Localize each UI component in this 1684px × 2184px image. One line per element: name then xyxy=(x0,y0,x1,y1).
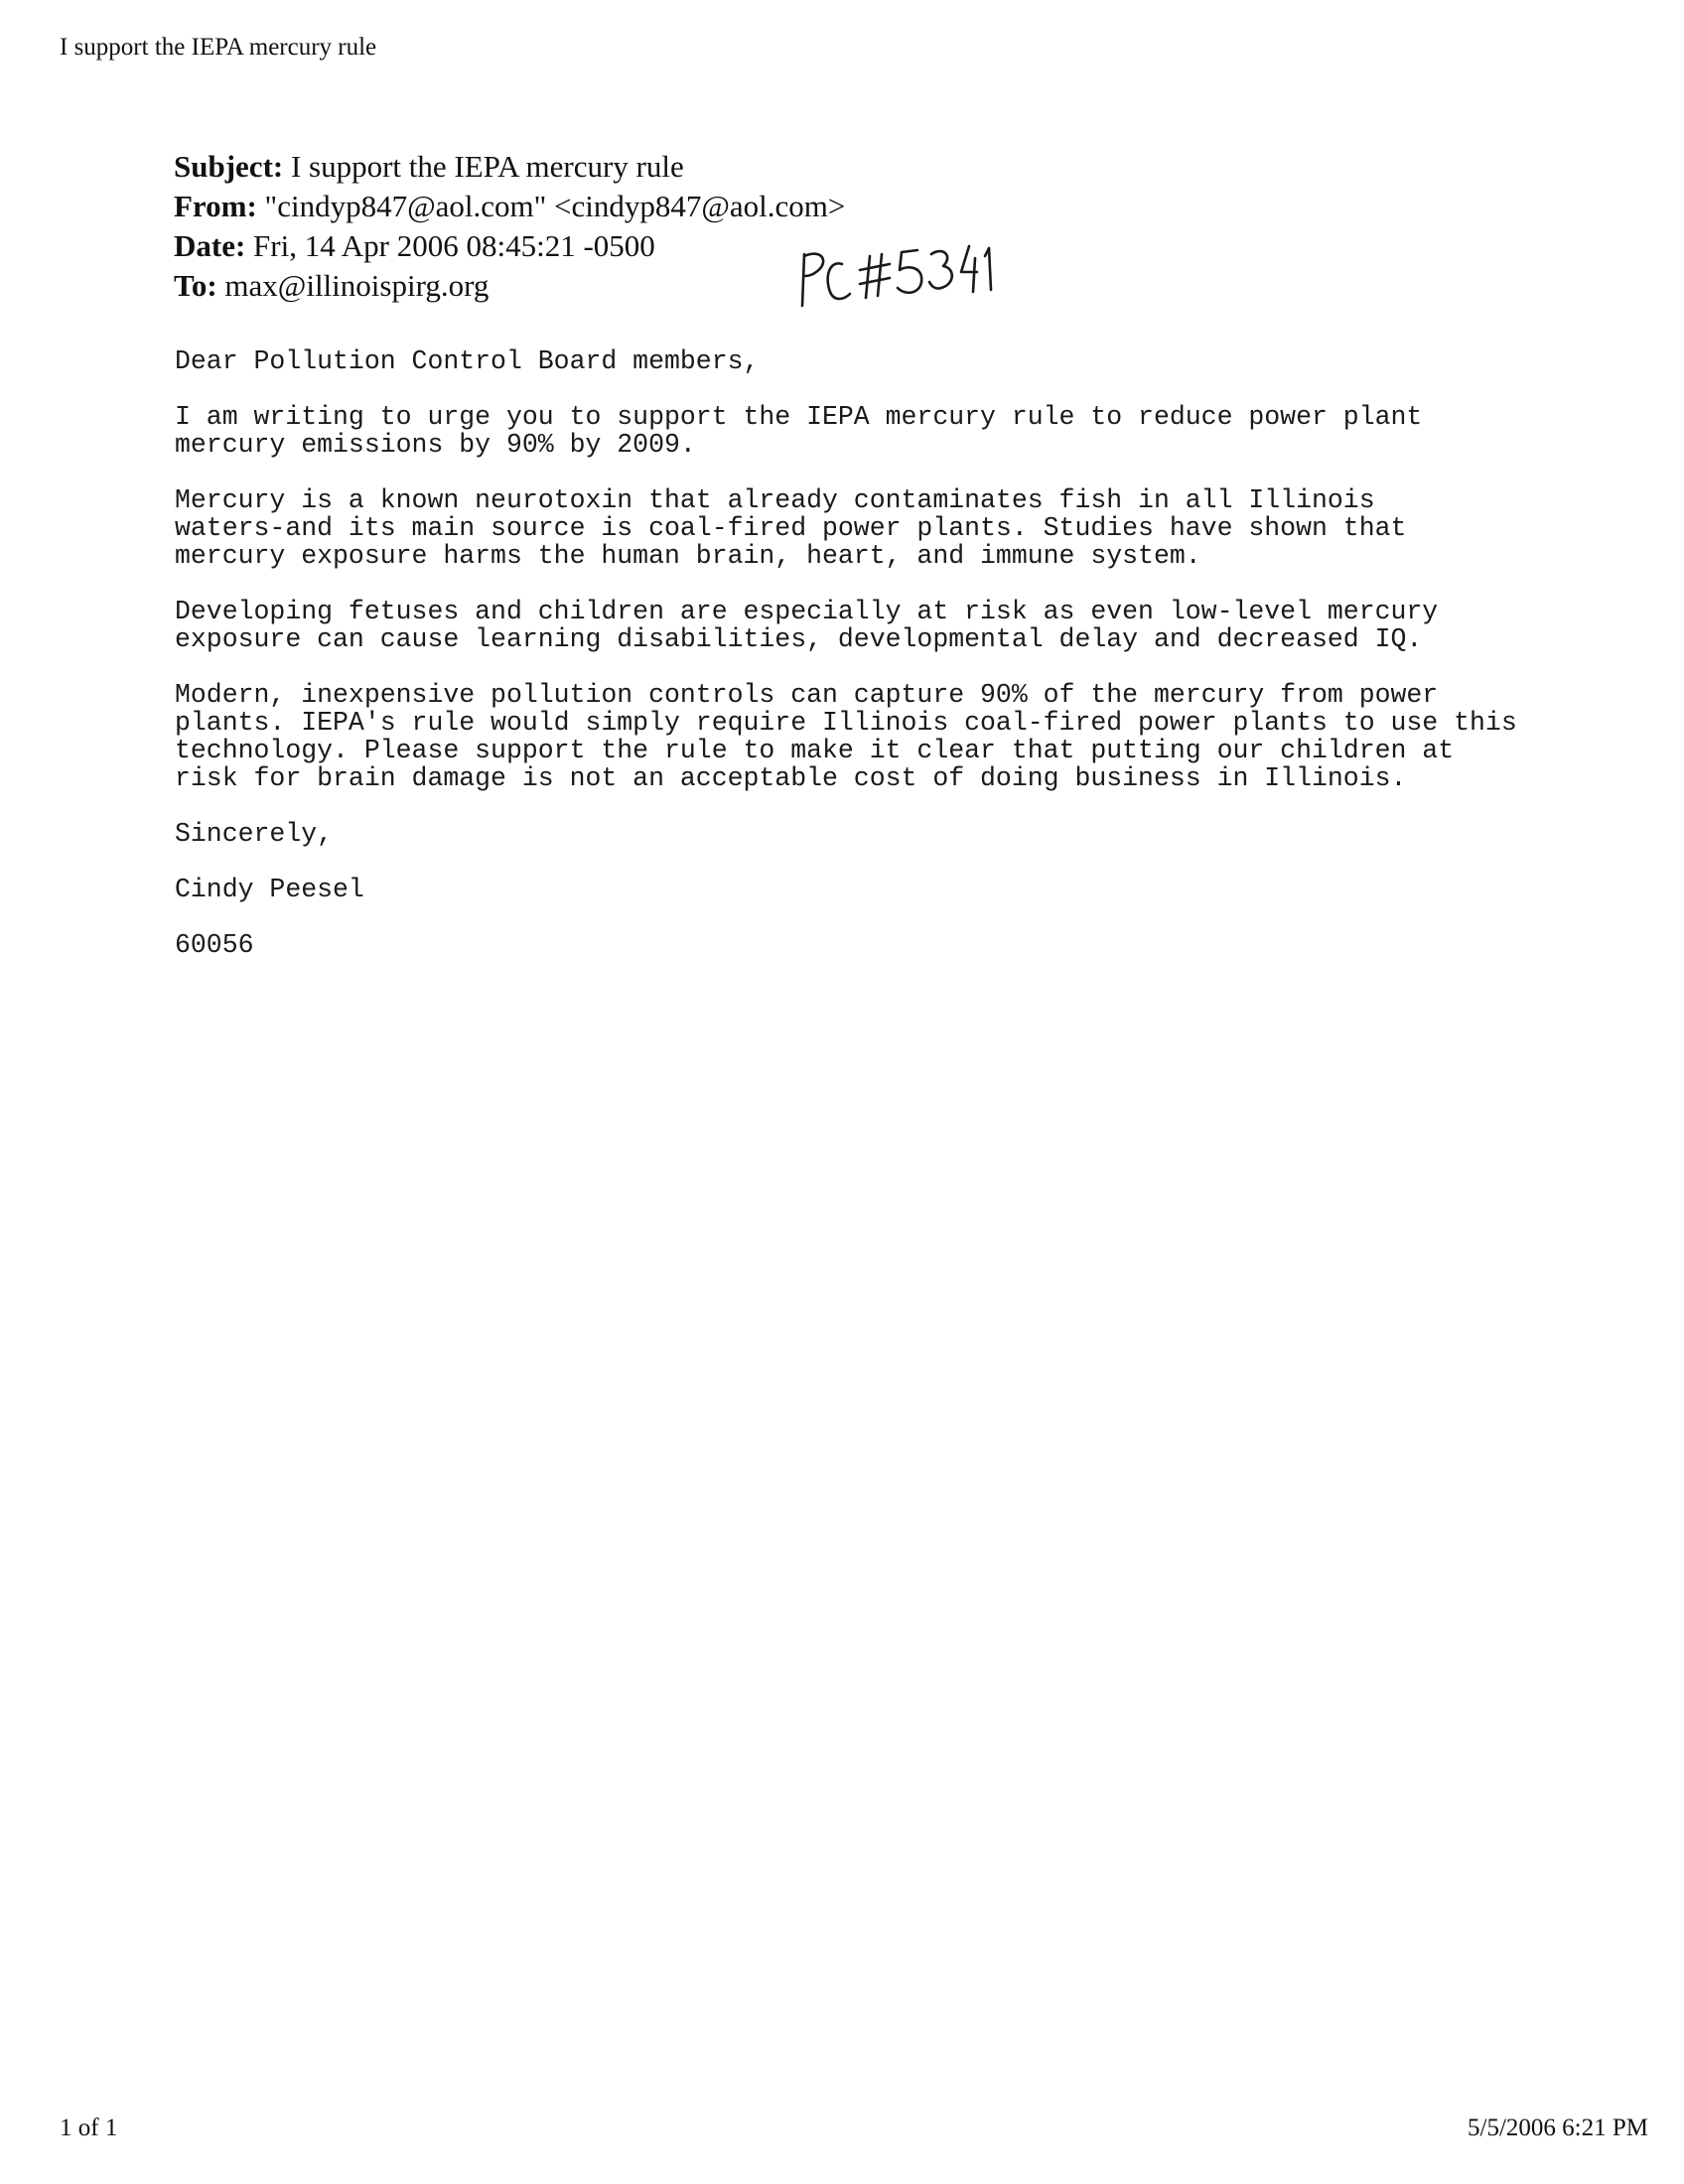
paragraph-line: plants. IEPA's rule would simply require Illinois coal-fired power plants to use this xyxy=(175,708,1517,738)
paragraph-1 xyxy=(175,403,1565,459)
paragraph-line: Mercury is a known neurotoxin that already contaminates fish in all Illinois xyxy=(175,485,1375,515)
page-count: 1 of 1 xyxy=(60,2115,118,2141)
header-subject xyxy=(174,147,1167,187)
paragraph-line: technology. Please support the rule to make it clear that putting our children at xyxy=(175,736,1455,765)
header-to-label: To: xyxy=(174,268,217,303)
paragraph-line: mercury exposure harms the human brain, heart, and immune system. xyxy=(175,541,1201,571)
closing xyxy=(175,820,1565,848)
zip-code-value: 60056 xyxy=(175,930,254,960)
zip-code xyxy=(175,931,1565,959)
email-body xyxy=(175,347,1565,987)
paragraph-line: mercury emissions by 90% by 2009. xyxy=(175,430,696,460)
closing-line: Sincerely, xyxy=(175,819,334,849)
paragraph-line: I am writing to urge you to support the IEPA mercury rule to reduce power plant xyxy=(175,402,1423,432)
header-from-value: "cindyp847@aol.com" <cindyp847@aol.com> xyxy=(264,189,846,223)
paragraph-4 xyxy=(175,681,1565,792)
paragraph-line: waters-and its main source is coal-fired power plants. Studies have shown that xyxy=(175,513,1407,543)
signature-name: Cindy Peesel xyxy=(175,875,364,904)
signature xyxy=(175,876,1565,903)
paragraph-3 xyxy=(175,598,1565,653)
page-header-title: I support the IEPA mercury rule xyxy=(60,34,377,61)
handwritten-pc-number xyxy=(794,236,1003,316)
email-headers xyxy=(174,147,1167,306)
paragraph-line: Modern, inexpensive pollution controls can capture 90% of the mercury from power xyxy=(175,680,1439,710)
paragraph-line: exposure can cause learning disabilities, developmental delay and decreased IQ. xyxy=(175,624,1423,654)
header-date-label: Date: xyxy=(174,228,246,263)
print-timestamp: 5/5/2006 6:21 PM xyxy=(1468,2115,1648,2141)
header-to-value: max@illinoispirg.org xyxy=(224,268,490,303)
header-date xyxy=(174,226,1167,266)
greeting xyxy=(175,347,1565,375)
header-subject-label: Subject: xyxy=(174,149,284,184)
paragraph-line: risk for brain damage is not an acceptable cost of doing business in Illinois. xyxy=(175,763,1407,793)
paragraph-2 xyxy=(175,486,1565,570)
header-from xyxy=(174,187,1167,226)
greeting-line: Dear Pollution Control Board members, xyxy=(175,346,760,376)
header-from-label: From: xyxy=(174,189,257,223)
header-to xyxy=(174,266,1167,306)
paragraph-line: Developing fetuses and children are especially at risk as even low-level mercury xyxy=(175,597,1439,626)
header-date-value: Fri, 14 Apr 2006 08:45:21 -0500 xyxy=(253,228,655,263)
handwritten-stamp xyxy=(794,236,1003,316)
header-subject-value: I support the IEPA mercury rule xyxy=(290,149,684,184)
